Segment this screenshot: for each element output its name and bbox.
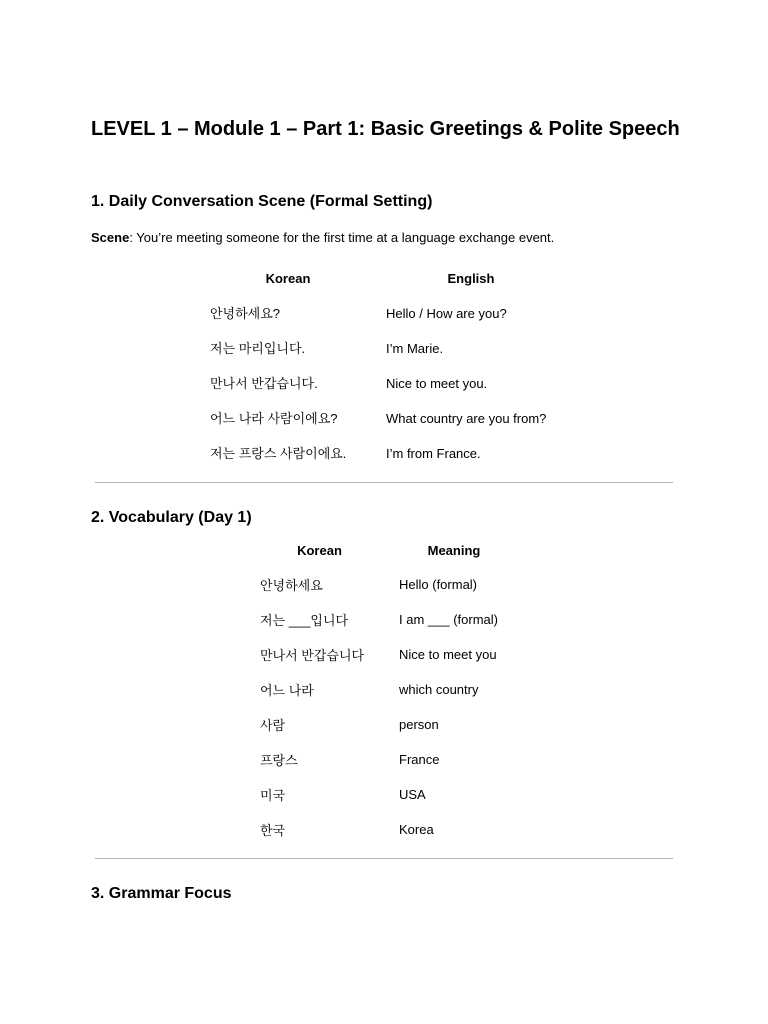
korean-cell: 미국 bbox=[260, 788, 286, 803]
section-divider bbox=[95, 482, 673, 483]
korean-cell: 안녕하세요 bbox=[260, 578, 323, 593]
english-cell: Nice to meet you. bbox=[386, 375, 488, 391]
table-header-row bbox=[250, 533, 519, 567]
scene-label: Scene bbox=[91, 230, 130, 245]
table-row bbox=[200, 401, 566, 436]
meaning-cell: Nice to meet you bbox=[399, 647, 497, 662]
section-heading-conversation: 1. Daily Conversation Scene (Formal Setting) bbox=[91, 193, 433, 210]
conversation-table bbox=[200, 262, 566, 471]
meaning-cell: Hello (formal) bbox=[399, 577, 478, 592]
table-row bbox=[250, 812, 519, 847]
table-row bbox=[250, 707, 519, 742]
english-cell: What country are you from? bbox=[386, 410, 547, 426]
vocabulary-table bbox=[250, 533, 519, 847]
column-header-korean: Korean bbox=[297, 542, 342, 558]
korean-cell: 한국 bbox=[260, 823, 286, 838]
english-cell: Hello / How are you? bbox=[386, 305, 507, 321]
table-row bbox=[200, 331, 566, 366]
table-row bbox=[250, 637, 519, 672]
english-cell: I’m from France. bbox=[386, 445, 481, 461]
table-row bbox=[200, 366, 566, 401]
meaning-cell: Korea bbox=[399, 822, 434, 837]
table-row bbox=[250, 777, 519, 812]
meaning-cell: person bbox=[399, 717, 439, 732]
korean-cell: 안녕하세요? bbox=[210, 305, 281, 321]
column-header-korean: Korean bbox=[265, 271, 311, 286]
table-row bbox=[250, 672, 519, 707]
column-header-english: English bbox=[447, 271, 495, 286]
column-header-meaning: Meaning bbox=[427, 542, 481, 558]
table-row bbox=[250, 602, 519, 637]
korean-cell: 저는 프랑스 사람이에요. bbox=[210, 445, 347, 461]
korean-cell: 만나서 반갑습니다. bbox=[210, 375, 318, 391]
korean-cell: 저는 마리입니다. bbox=[210, 340, 306, 356]
page-title: LEVEL 1 – Module 1 – Part 1: Basic Greetings & Polite Speech bbox=[91, 118, 680, 140]
korean-cell: 만나서 반갑습니다 bbox=[260, 648, 365, 663]
table-row bbox=[200, 296, 566, 331]
korean-cell: 저는 ___입니다 bbox=[260, 613, 349, 628]
korean-cell: 프랑스 bbox=[260, 753, 298, 768]
section-heading-grammar: 3. Grammar Focus bbox=[91, 885, 232, 902]
korean-cell: 어느 나라 사람이에요? bbox=[210, 410, 338, 426]
meaning-cell: France bbox=[399, 752, 440, 767]
meaning-cell: I am ___ (formal) bbox=[399, 612, 498, 627]
table-row bbox=[200, 436, 566, 471]
english-cell: I’m Marie. bbox=[386, 340, 444, 356]
section-heading-vocabulary: 2. Vocabulary (Day 1) bbox=[91, 509, 252, 526]
table-row bbox=[250, 567, 519, 602]
meaning-cell: which country bbox=[399, 682, 479, 697]
meaning-cell: USA bbox=[399, 787, 426, 802]
table-header-row bbox=[200, 262, 566, 296]
scene-description bbox=[91, 230, 554, 246]
table-row bbox=[250, 742, 519, 777]
korean-cell: 어느 나라 bbox=[260, 683, 314, 698]
section-divider bbox=[95, 858, 673, 859]
korean-cell: 사람 bbox=[260, 718, 286, 733]
scene-text: : You’re meeting someone for the first time at a language exchange event. bbox=[129, 230, 555, 245]
